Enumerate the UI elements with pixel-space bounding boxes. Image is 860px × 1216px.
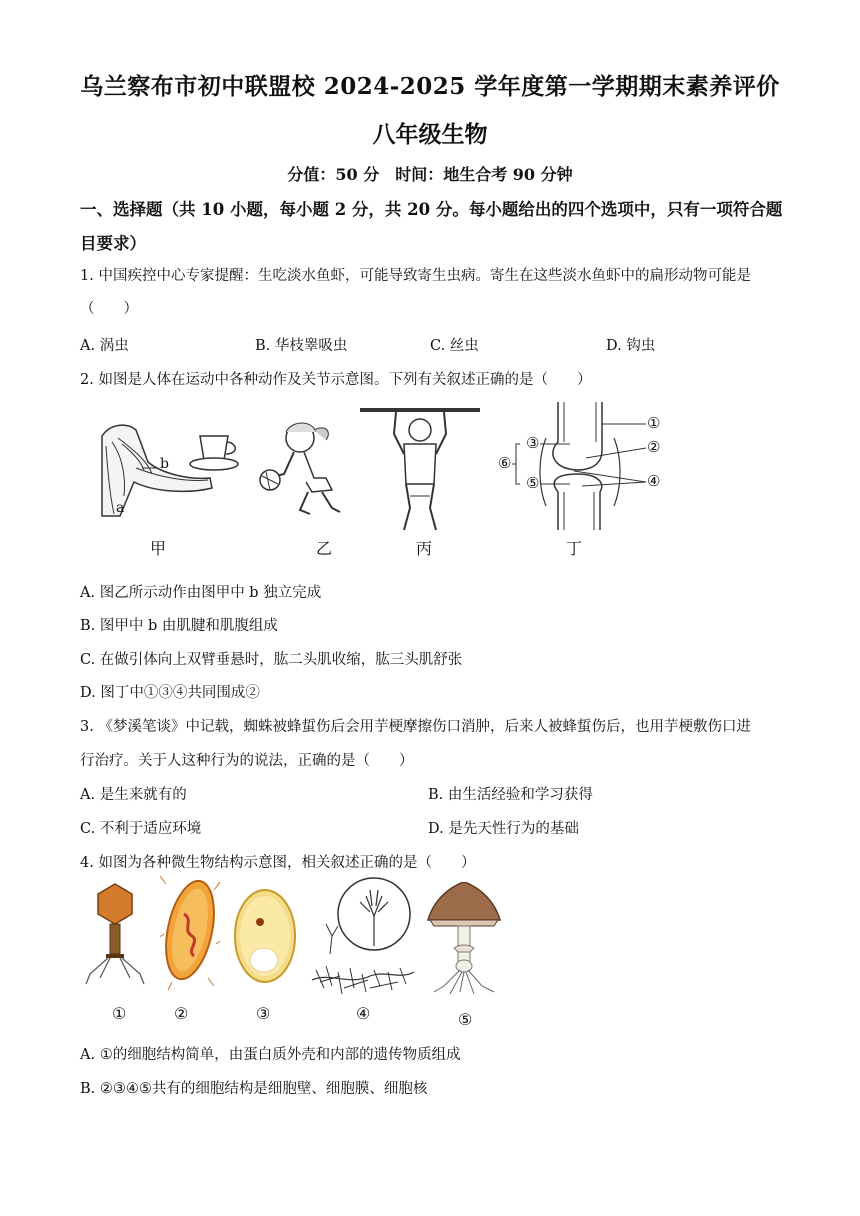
q1-option-b[interactable]: B. 华枝睾吸虫 [255,338,348,354]
q1-option-c[interactable]: C. 丝虫 [430,338,479,354]
mold-figure [310,876,416,1000]
q1-stem-line2: （ ） [80,301,138,317]
q3-option-c[interactable]: C. 不利于适应环境 [80,821,202,837]
q3-option-b[interactable]: B. 由生活经验和学习获得 [428,787,593,803]
mushroom-figure [424,882,504,996]
q3-stem-line2: 行治疗。关于人这种行为的说法，正确的是（ ） [80,753,414,769]
phage-figure [82,880,148,990]
label-3: ③ [526,434,540,452]
caption-bing: 丙 [416,539,433,558]
volleyball-girl-figure [256,418,346,518]
microbe-label-2: ② [174,1004,189,1023]
label-b: b [160,456,169,472]
exam-meta: 分值：50 分 时间：地生合考 90 分钟 [287,165,573,184]
q1-option-d[interactable]: D. 钩虫 [606,338,656,354]
microbe-label-4: ④ [356,1004,371,1023]
q4-option-a[interactable]: A. ①的细胞结构简单，由蛋白质外壳和内部的遗传物质组成 [80,1047,461,1063]
q3-stem-line1: 3. 《梦溪笔谈》中记载，蜘蛛被蜂蜇伤后会用芋梗摩擦伤口消肿，后来人被蜂蜇伤后，也用芋梗敷伤口进 [80,719,751,735]
q4-option-b[interactable]: B. ②③④⑤共有的细胞结构是细胞壁、细胞膜、细胞核 [80,1081,428,1097]
q2-option-c[interactable]: C. 在做引体向上双臂垂悬时，肱二头肌收缩，肱三头肌舒张 [80,652,463,668]
microbe-label-5: ⑤ [458,1010,473,1029]
exam-subject: 八年级生物 [372,121,488,148]
q4-stem: 4. 如图为各种微生物结构示意图，相关叙述正确的是（ ） [80,855,476,871]
q2-option-a[interactable]: A. 图乙所示动作由图甲中 b 独立完成 [80,585,322,601]
q2-option-b[interactable]: B. 图甲中 b 由肌腱和肌腹组成 [80,618,278,634]
exam-title: 乌兰察布市初中联盟校 2024-2025 学年度第一学期期末素养评价 [80,73,780,100]
label-a: a [116,500,125,516]
label-5: ⑤ [526,474,540,492]
q2-option-d[interactable]: D. 图丁中①③④共同围成② [80,685,260,701]
q3-option-d[interactable]: D. 是先天性行为的基础 [428,821,579,837]
caption-jia: 甲 [150,539,167,558]
label-4: ④ [647,472,661,490]
bacterium-figure [160,874,220,992]
q1-stem-line1: 1. 中国疾控中心专家提醒：生吃淡水鱼虾，可能导致寄生虫病。寄生在这些淡水鱼虾中的扁形动物可能是 [80,268,751,284]
q2-stem: 2. 如图是人体在运动中各种动作及关节示意图。下列有关叙述正确的是（ ） [80,372,592,388]
microbe-label-1: ① [112,1004,127,1023]
section-heading: 一、选择题（共 10 小题，每小题 2 分，共 20 分。每小题给出的四个选项中，只有一项符合题目要求） [80,200,783,253]
caption-yi: 乙 [316,539,333,558]
label-1: ① [647,414,661,432]
microbe-label-3: ③ [256,1004,271,1023]
q1-option-a[interactable]: A. 涡虫 [80,338,129,354]
yeast-figure [232,886,298,986]
label-6: ⑥ [498,454,512,472]
pullup-figure [360,404,480,534]
label-2: ② [647,438,661,456]
caption-ding: 丁 [566,539,583,558]
q3-option-a[interactable]: A. 是生来就有的 [80,787,187,803]
